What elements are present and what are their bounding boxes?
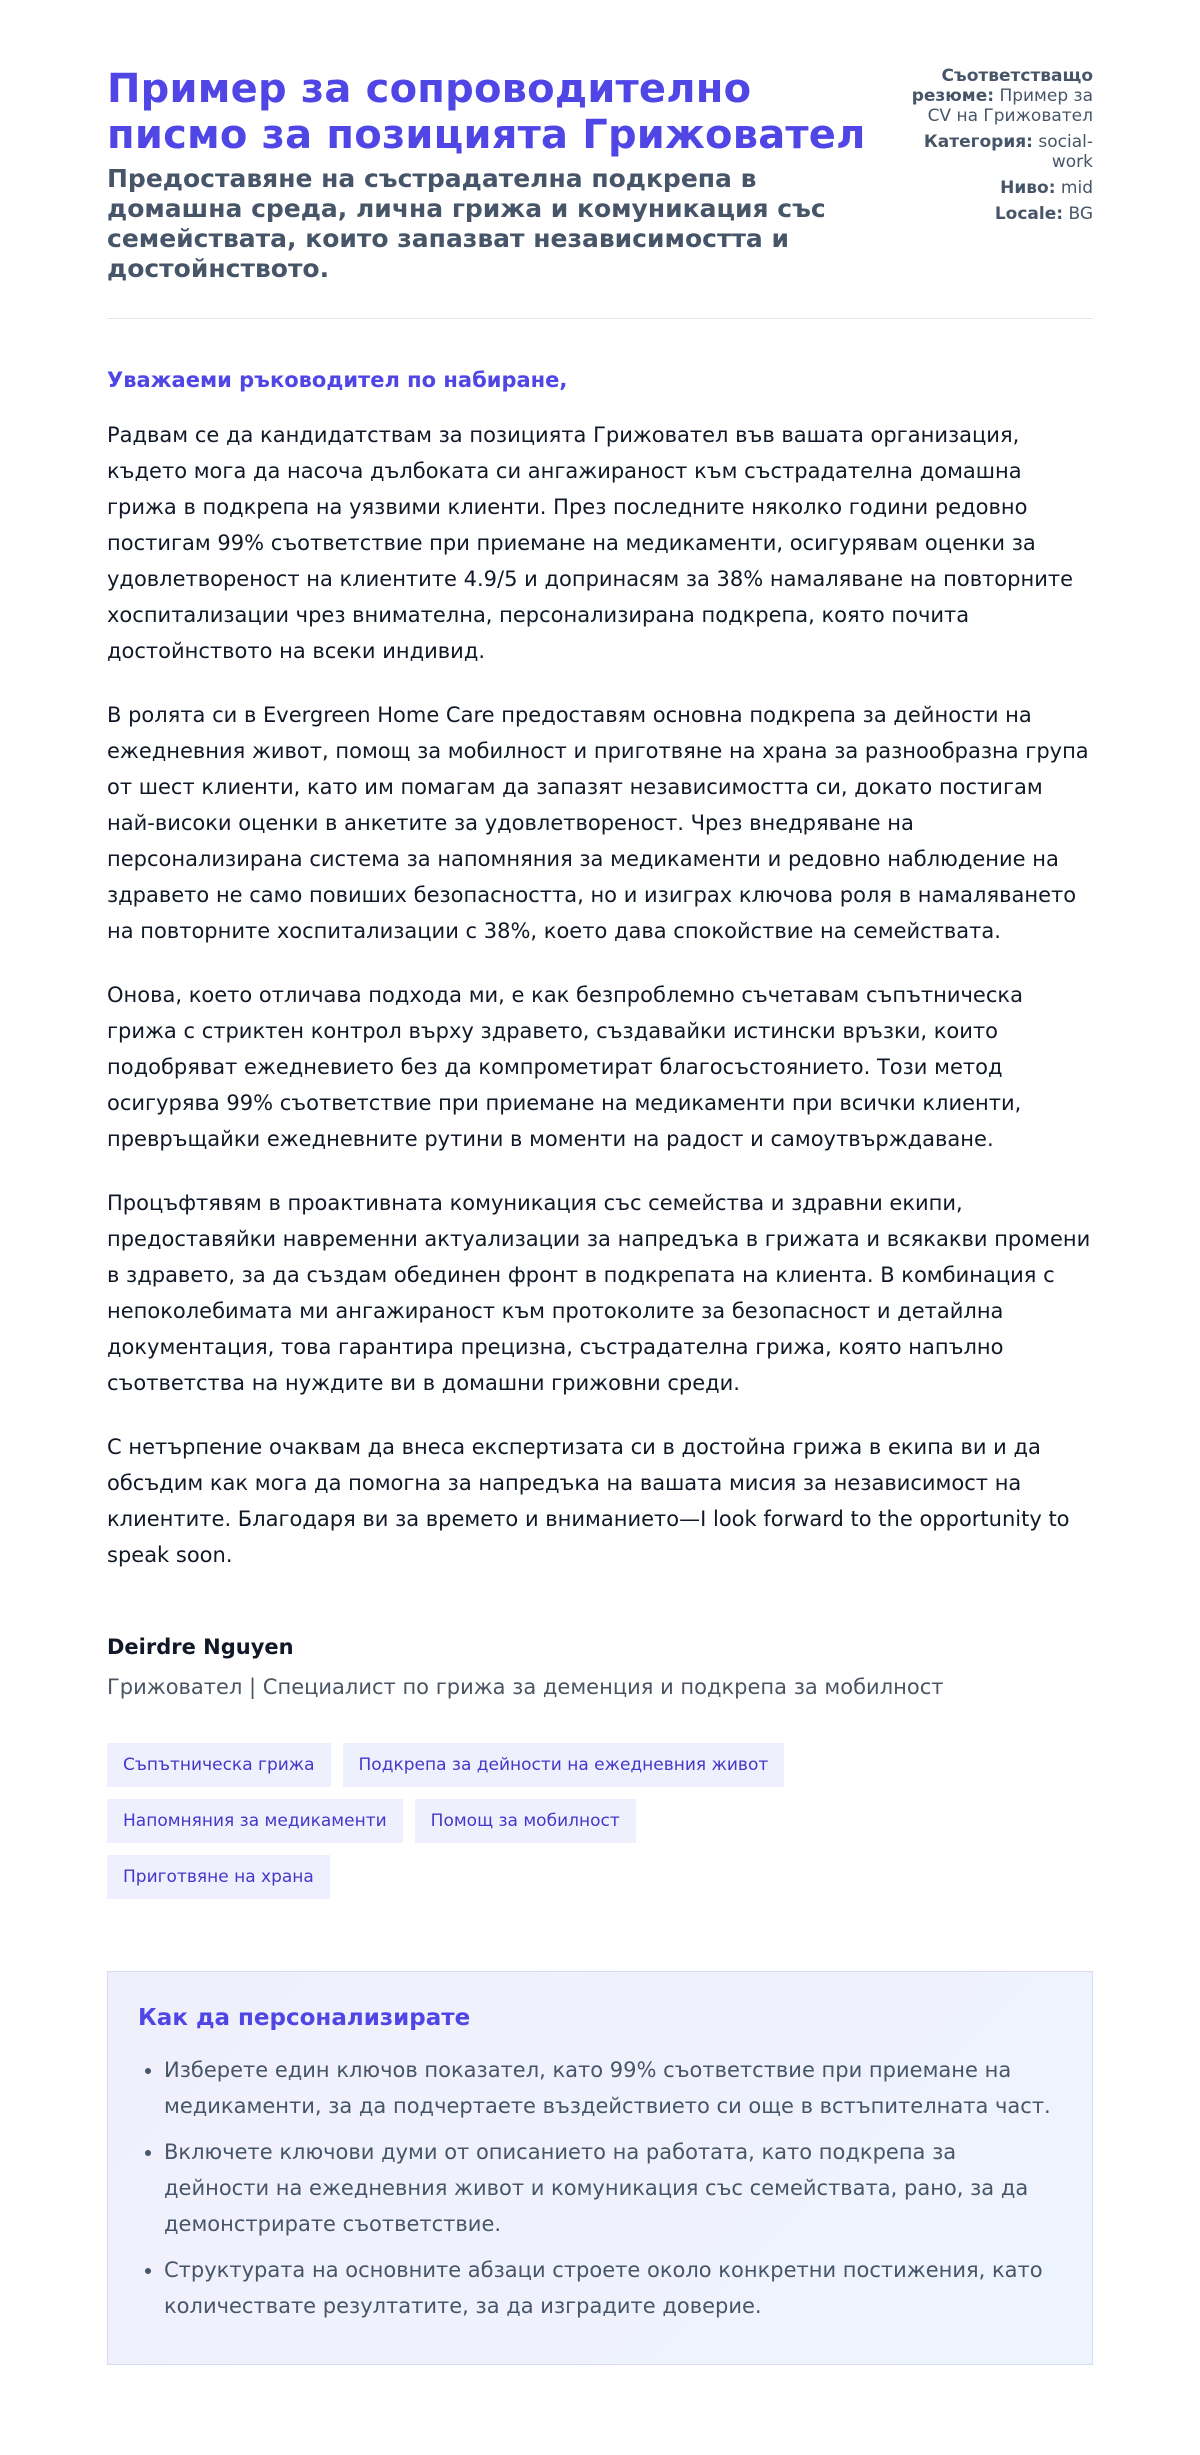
tip-item: • Изберете един ключов показател, като 99% съответствие при приемане на медикаменти, за да подчертаете въздействието си още в встъпителната част.: [164, 2052, 1062, 2124]
header-divider: [107, 318, 1093, 319]
meta-level-label: Ниво:: [1000, 178, 1056, 198]
skill-tags: [107, 1743, 867, 1899]
meta-resume-value[interactable]: Пример за CV на Грижовател: [927, 86, 1093, 126]
letter-paragraph-3: Онова, което отличава подхода ми, е как безпроблемно съчетавам съпътническа грижа с стриктен контрол върху здравето, създавайки истински връзки, които подобряват ежедневието без да компрометират благосъстоянието. Този метод осигурява 99% съответствие при приемане на медикаменти при всички клиенти, превръщайки ежедневните рутини в моменти на радост и самоутвърждаване.: [107, 983, 1023, 1151]
meta-resume: [893, 66, 1093, 126]
meta-panel: [893, 66, 1093, 230]
meta-level-value: mid: [1060, 178, 1093, 198]
skill-tag: Подкрепа за дейности на ежедневния живот: [343, 1743, 785, 1787]
signature-name: Deirdre Nguyen: [107, 1635, 294, 1659]
meta-resume-label: Съответстващо резюме:: [911, 66, 1093, 106]
meta-category-label: Категория:: [923, 132, 1033, 152]
meta-locale: [893, 204, 1093, 224]
letter-paragraph-4: Процъфтявям в проактивната комуникация със семейства и здравни екипи, предоставяйки навременни актуализации за напредъка в грижата и всякакви промени в здравето, за да създам обединен фронт в подкрепата на клиента. В комбинация с непоколебимата ми ангажираност към протоколите за безопасност и детайлна документация, това гарантира прецизна, състрадателна грижа, която напълно съответства на нуждите ви в домашни грижовни среди.: [107, 1191, 1091, 1395]
letter-paragraph-2: В ролята си в Evergreen Home Care предоставям основна подкрепа за дейности на ежедневния живот, помощ за мобилност и приготвяне на храна за разнообразна група от шест клиенти, като им помагам да запазят независимостта си, докато постигам най-високи оценки в анкетите за удовлетвореност. Чрез внедряване на персонализирана система за напомняния за медикаменти и редовно наблюдение на здравето не само повиших безопасността, но и изиграх ключова роля в намаляването на повторните хоспитализации с 38%, което дава спокойствие на семействата.: [107, 703, 1089, 943]
tips-title: Как да персонализирате: [138, 2005, 471, 2031]
meta-level: [893, 178, 1093, 198]
page-header: [107, 66, 1093, 284]
skill-tag: Приготвяне на храна: [107, 1855, 330, 1899]
page-title: Пример за сопроводително писмо за позицията Грижовател: [107, 66, 866, 158]
tip-item: • Включете ключови думи от описанието на работата, като подкрепа за дейности на ежедневния живот и комуникация със семействата, рано, за да демонстрирате съответствие.: [164, 2134, 1062, 2242]
signature-role: Грижовател | Специалист по грижа за деменция и подкрепа за мобилност: [107, 1675, 944, 1699]
customization-tips-box: [107, 1971, 1093, 2365]
meta-category-value: social-work: [1038, 132, 1093, 172]
skill-tag: Съпътническа грижа: [107, 1743, 331, 1787]
meta-locale-label: Locale:: [994, 204, 1064, 224]
tip-item: • Структурата на основните абзаци строете около конкретни постижения, като количествате резултатите, за да изградите доверие.: [164, 2252, 1062, 2324]
page-subtitle: Предоставяне на състрадателна подкрепа в домашна среда, лична грижа и комуникация със семействата, които запазват независимостта и достойнството.: [107, 164, 826, 283]
letter-paragraph-5: С нетърпение очаквам да внеса експертизата си в достойна грижа в екипа ви и да обсъдим как мога да помогна за напредъка на вашата мисия за независимост на клиентите. Благодаря ви за времето и вниманието—I look forward to the opportunity to speak soon.: [107, 1435, 1070, 1567]
meta-locale-value: BG: [1068, 204, 1093, 224]
skill-tag: Напомняния за медикаменти: [107, 1799, 403, 1843]
tips-list: [138, 2052, 1062, 2324]
meta-category: [893, 132, 1093, 172]
skill-tag: Помощ за мобилност: [415, 1799, 636, 1843]
letter-paragraph-1: Радвам се да кандидатствам за позицията Грижовател във вашата организация, където мога да насоча дълбоката си ангажираност към състрадателна домашна грижа в подкрепа на уязвими клиенти. През последните няколко години редовно постигам 99% съответствие при приемане на медикаменти, осигурявам оценки за удовлетвореност на клиентите 4.9/5 и допринасям за 38% намаляване на повторните хоспитализации чрез внимателна, персонализирана подкрепа, която почита достойнството на всеки индивид.: [107, 423, 1074, 663]
letter-greeting: Уважаеми ръководител по набиране,: [107, 368, 568, 392]
header-left: [107, 66, 867, 284]
